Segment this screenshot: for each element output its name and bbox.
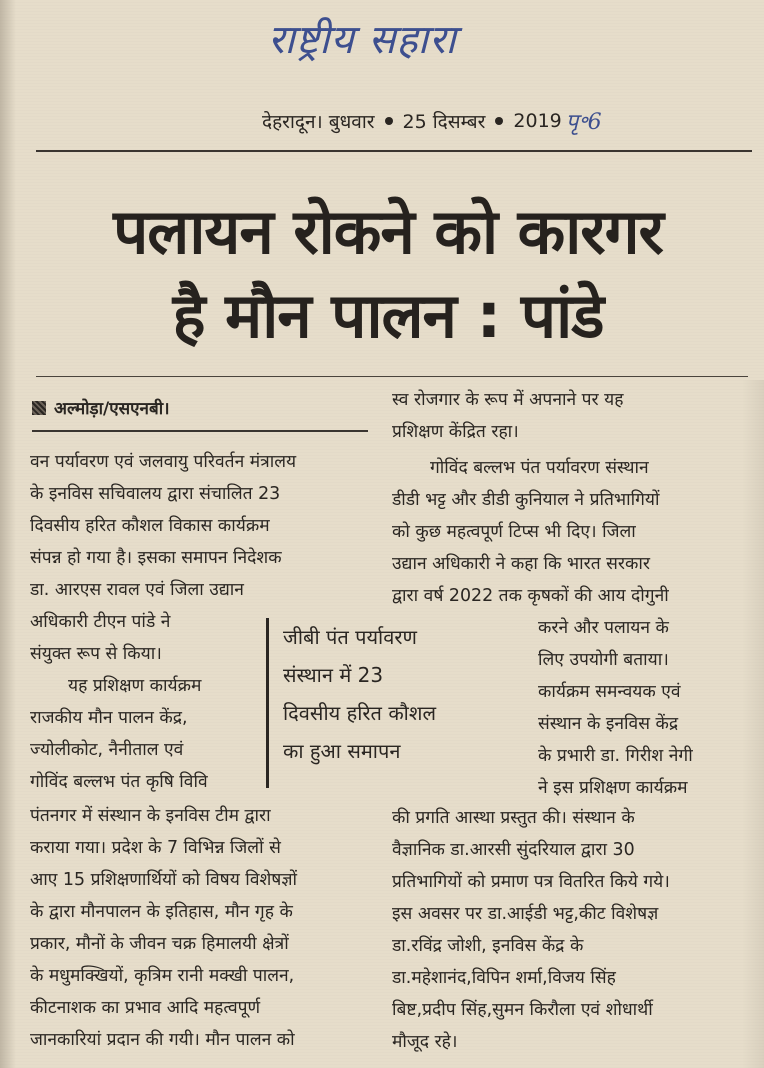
pull-quote-line: दिवसीय हरित कौशल (283, 701, 437, 725)
text-line: वैज्ञानिक डा.आरसी सुंदरियाल द्वारा 30 (392, 840, 635, 860)
text-line: मौजूद रहे। (392, 1032, 458, 1052)
text-line: वन पर्यावरण एवं जलवायु परिवर्तन मंत्रालय (30, 452, 297, 472)
text-line: करने और पलायन के (538, 618, 669, 638)
headline-line-2: है मौन पालन : पांडे (172, 279, 604, 352)
text-line: ने इस प्रशिक्षण कार्यक्रम (538, 778, 688, 798)
bullet-dot (385, 117, 393, 125)
text-line: लिए उपयोगी बताया। (538, 650, 669, 670)
text-line: की प्रगति आस्था प्रस्तुत की। संस्थान के (392, 808, 635, 828)
text-line: के द्वारा मौनपालन के इतिहास, मौन गृह के (30, 902, 293, 922)
page-edge-shadow (0, 0, 16, 1068)
right-column-para-2 (392, 452, 738, 612)
text-line: गोविंद बल्लभ पंत पर्यावरण संस्थान (430, 458, 649, 478)
text-line: इस अवसर पर डा.आईडी भट्ट,कीट विशेषज्ञ (392, 904, 659, 924)
text-line: स्व रोजगार के रूप में अपनाने पर यह (392, 390, 624, 410)
text-line: संस्थान के इनविस केंद्र (538, 714, 679, 734)
dateline-city: देहरादून। बुधवार (262, 111, 375, 133)
text-line: आए 15 प्रशिक्षणार्थियों को विषय विशेषज्ञों (30, 870, 298, 890)
right-edge-shading (742, 380, 764, 1068)
pull-quote (266, 618, 528, 788)
text-line: ज्योलीकोट, नैनीताल एवं (30, 740, 184, 760)
text-line: कराया गया। प्रदेश के 7 विभिन्न जिलों से (30, 838, 281, 858)
text-line: कीटनाशक का प्रभाव आदि महत्वपूर्ण (30, 998, 261, 1018)
left-column-top (30, 446, 360, 606)
text-line: पंतनगर में संस्थान के इनविस टीम द्वारा (30, 806, 271, 826)
text-line: जानकारियां प्रदान की गयी। मौन पालन को (30, 1030, 295, 1050)
square-bullet-icon (32, 401, 46, 415)
bullet-dot (495, 117, 503, 125)
right-column-narrow (538, 612, 738, 804)
pull-quote-line: का हुआ समापन (283, 739, 401, 763)
right-column-bottom (392, 802, 738, 1058)
text-line: संयुक्त रूप से किया। (30, 644, 162, 664)
text-line: अधिकारी टीएन पांडे ने (30, 612, 171, 632)
text-line: गोविंद बल्लभ पंत कृषि विवि (30, 772, 208, 792)
text-line: के इनविस सचिवालय द्वारा संचालित 23 (30, 484, 281, 504)
masthead-handwritten: राष्ट्रीय सहारा (268, 17, 457, 63)
text-line: प्रतिभागियों को प्रमाण पत्र वितरित किये गये। (392, 872, 670, 892)
dateline (262, 104, 602, 138)
byline-rule (32, 430, 368, 432)
dateline-date: 25 दिसम्बर (402, 111, 486, 133)
text-line: दिवसीय हरित कौशल विकास कार्यक्रम (30, 516, 270, 536)
text-line: डा.रविंद्र जोशी, इनविस केंद्र के (392, 936, 584, 956)
text-line: यह प्रशिक्षण कार्यक्रम (68, 676, 202, 696)
pull-quote-line: संस्थान में 23 (283, 663, 384, 687)
header-rule (36, 150, 752, 152)
left-column-narrow (30, 606, 260, 798)
dateline-year: 2019 (513, 110, 562, 132)
byline (32, 396, 170, 419)
left-column-bottom (30, 800, 360, 1056)
text-line: कार्यक्रम समन्वयक एवं (538, 682, 681, 702)
text-line: डा.महेशानंद,विपिन शर्मा,विजय सिंह (392, 968, 616, 988)
pull-quote-line: जीबी पंत पर्यावरण (283, 625, 417, 649)
handwritten-page-note: पृ॰6 (565, 110, 602, 135)
text-line: संपन्न हो गया है। इसका समापन निदेशक (30, 548, 282, 568)
text-line: के प्रभारी डा. गिरीश नेगी (538, 746, 693, 766)
text-line: के मधुमक्खियों, कृत्रिम रानी मक्खी पालन, (30, 966, 295, 986)
text-line: उद्यान अधिकारी ने कहा कि भारत सरकार (392, 554, 650, 574)
byline-text: अल्मोड़ा/एसएनबी। (54, 399, 170, 419)
text-line: प्रकार, मौनों के जीवन चक्र हिमालयी क्षेत्रों (30, 934, 289, 954)
headline (30, 190, 746, 358)
headline-rule (36, 376, 748, 377)
text-line: डा. आरएस रावल एवं जिला उद्यान (30, 580, 244, 600)
text-line: डीडी भट्ट और डीडी कुनियाल ने प्रतिभागियों (392, 490, 660, 510)
headline-line-1: पलायन रोकने को कारगर (113, 195, 663, 268)
text-line: को कुछ महत्वपूर्ण टिप्स भी दिए। जिला (392, 522, 636, 542)
text-line: प्रशिक्षण केंद्रित रहा। (392, 422, 519, 442)
text-line: बिष्ट,प्रदीप सिंह,सुमन किरौला एवं शोधार्थी (392, 1000, 653, 1020)
text-line: राजकीय मौन पालन केंद्र, (30, 708, 188, 728)
right-column-top (392, 384, 738, 448)
text-line: द्वारा वर्ष 2022 तक कृषकों की आय दोगुनी (392, 586, 669, 606)
